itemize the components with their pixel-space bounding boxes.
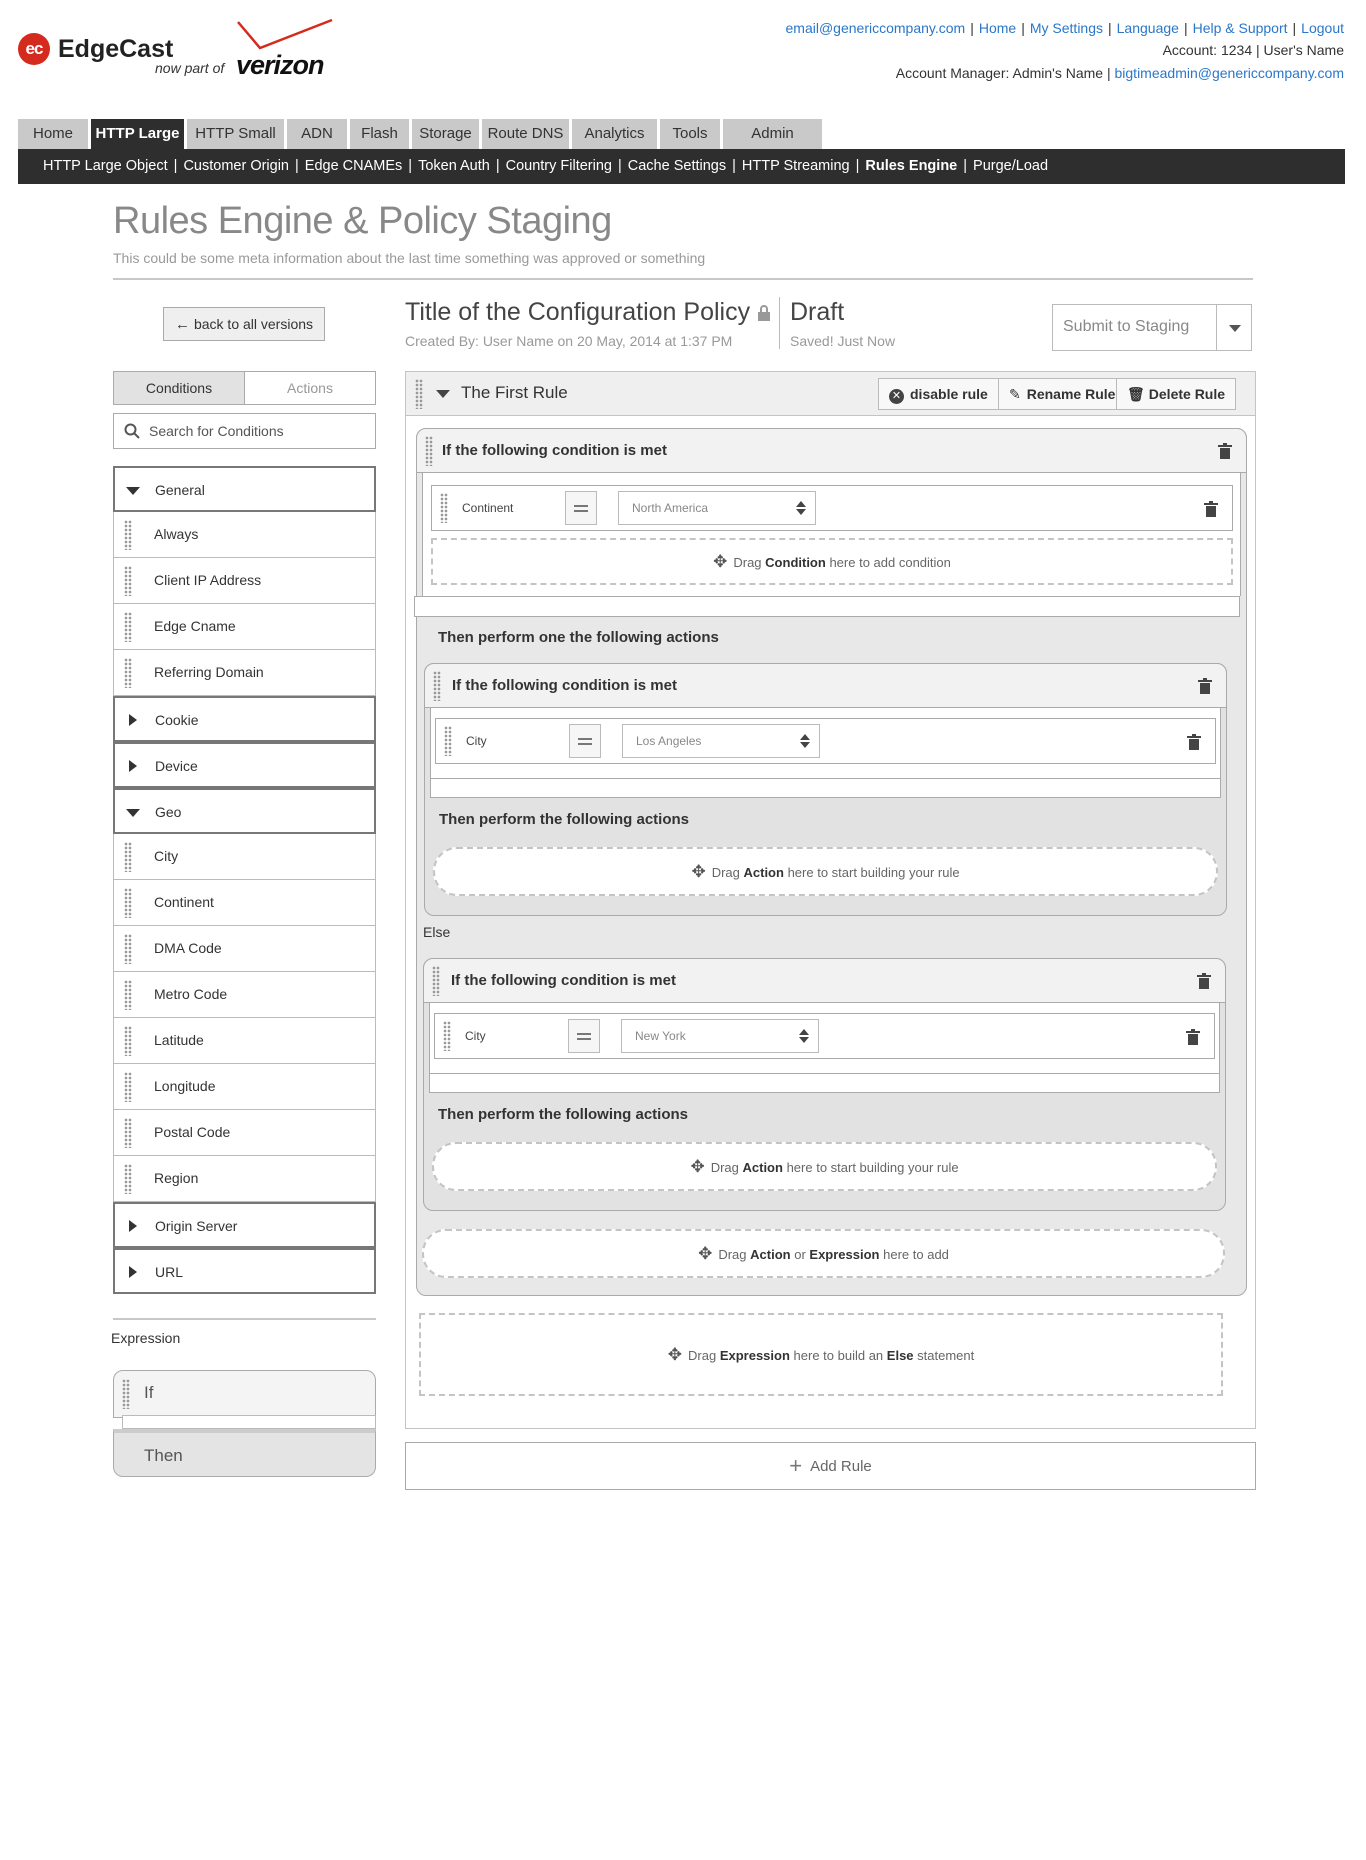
if-header-label: If the following condition is met [442, 442, 667, 459]
condition-item-region[interactable] [113, 1156, 376, 1202]
tab-admin[interactable]: Admin [723, 119, 822, 149]
drag-handle-icon[interactable] [124, 888, 132, 918]
expression-heading: Expression [111, 1330, 181, 1346]
if-header-label: If the following condition is met [452, 677, 677, 694]
drop-text: here to add condition [829, 555, 951, 570]
back-to-versions-button[interactable] [163, 307, 325, 341]
tab-storage[interactable]: Storage [412, 119, 479, 149]
condition-item-metro-code[interactable] [113, 972, 376, 1018]
tab-actions[interactable]: Actions [245, 372, 375, 404]
condition-field: City [466, 734, 487, 748]
drop-text: here to start building your rule [787, 865, 960, 880]
move-icon: ✥ [690, 1157, 705, 1176]
move-icon: ✥ [667, 1345, 682, 1364]
policy-status: Draft [790, 298, 845, 326]
triangle-right-icon [129, 714, 137, 726]
if-header-label: If the following condition is met [451, 972, 676, 989]
item-label: Longitude [154, 1078, 216, 1094]
drop-text-bold: Condition [765, 555, 826, 570]
triangle-down-icon [126, 809, 140, 817]
logout-link[interactable]: Logout [1301, 20, 1344, 36]
manager-label: Account Manager: Admin's Name | [895, 65, 1111, 81]
drag-handle-icon[interactable] [415, 379, 423, 409]
condition-item-city[interactable] [113, 834, 376, 880]
search-icon [124, 423, 140, 439]
condition-field: Continent [462, 501, 514, 515]
expression-if-block[interactable] [113, 1370, 376, 1418]
language-link[interactable]: Language [1116, 20, 1179, 36]
condition-row-city-ny [434, 1013, 1215, 1059]
drop-text-bold: Expression [719, 1348, 790, 1363]
move-icon: ✥ [713, 552, 728, 571]
select-value: Los Angeles [636, 734, 702, 748]
drop-text-bold: Expression [809, 1247, 880, 1262]
triangle-right-icon [129, 760, 137, 772]
condition-item-latitude[interactable] [113, 1018, 376, 1064]
caret-down-icon[interactable] [1216, 305, 1251, 350]
drag-handle-icon[interactable] [124, 566, 132, 596]
drag-handle-icon[interactable] [124, 1164, 132, 1194]
item-label: URL [155, 1264, 184, 1280]
submit-to-staging-dropdown[interactable] [1052, 304, 1252, 351]
equals-operator[interactable] [568, 1019, 600, 1053]
then-following-label: Then perform the following actions [439, 811, 690, 828]
tab-tools[interactable]: Tools [660, 119, 720, 149]
drop-text-bold: Else [886, 1348, 914, 1363]
save-status: Saved! Just Now [790, 333, 896, 349]
triangle-right-icon [129, 1220, 137, 1232]
item-label: Region [154, 1170, 199, 1186]
condition-item-client-ip[interactable] [113, 558, 376, 604]
equals-operator[interactable] [569, 724, 601, 758]
sort-arrows-icon [799, 733, 811, 749]
tab-analytics[interactable]: Analytics [572, 119, 657, 149]
tab-route-dns[interactable]: Route DNS [482, 119, 569, 149]
drag-action-expression-dropzone[interactable] [422, 1229, 1225, 1278]
account-info: Account: 1234 | User's Name [1162, 42, 1344, 58]
condition-item-continent[interactable] [113, 880, 376, 926]
equals-operator[interactable] [565, 491, 597, 525]
drag-handle-icon[interactable] [425, 436, 433, 466]
then-separator [414, 596, 1240, 617]
drag-handle-icon[interactable] [124, 934, 132, 964]
drop-text: here to start building your rule [786, 1160, 959, 1175]
condition-group-geo[interactable] [113, 788, 376, 834]
drag-handle-icon[interactable] [124, 520, 132, 550]
plus-icon: + [789, 1453, 803, 1478]
then-separator [430, 778, 1221, 798]
trash-icon[interactable] [1218, 443, 1232, 459]
subnav-edge-cnames[interactable]: Edge CNAMEs [304, 158, 403, 174]
brand-logo-mark: ec [18, 33, 50, 65]
move-icon: ✥ [691, 862, 706, 881]
submit-label: Submit to Staging [1063, 318, 1190, 335]
drag-handle-icon[interactable] [124, 658, 132, 688]
tab-home[interactable]: Home [18, 119, 88, 149]
triangle-down-icon [126, 487, 140, 495]
condition-item-postal-code[interactable] [113, 1110, 376, 1156]
expression-then-label: Then [144, 1446, 183, 1465]
email-link[interactable]: email@genericcompany.com [785, 20, 966, 36]
page-meta: This could be some meta information about the last time something was approved or something [113, 250, 706, 266]
home-link[interactable]: Home [978, 20, 1017, 36]
drag-handle-icon[interactable] [432, 966, 440, 996]
back-label: back to all versions [193, 316, 314, 332]
if-block-header [416, 428, 1247, 473]
subnav-cache-settings[interactable]: Cache Settings [627, 158, 727, 174]
continent-select[interactable] [618, 491, 816, 525]
brand-tagline: now part of [155, 60, 225, 76]
item-label: City [154, 848, 179, 864]
drop-text: Drag [688, 1348, 717, 1363]
drop-text: statement [917, 1348, 975, 1363]
drop-text: here to add [883, 1247, 949, 1262]
drag-handle-icon[interactable] [433, 671, 441, 701]
select-value: New York [635, 1029, 686, 1043]
condition-item-referring-domain[interactable] [113, 650, 376, 696]
drop-text: Drag [718, 1247, 747, 1262]
condition-field: City [465, 1029, 486, 1043]
drag-handle-icon[interactable] [124, 1118, 132, 1148]
else-label: Else [423, 924, 451, 940]
condition-group-cookie[interactable] [113, 696, 376, 742]
condition-group-origin-server[interactable] [113, 1202, 376, 1248]
verizon-check-icon [230, 18, 340, 54]
drop-text: here to build an [793, 1348, 884, 1363]
help-link[interactable]: Help & Support [1192, 20, 1288, 36]
condition-item-dma-code[interactable] [113, 926, 376, 972]
manager-email-link[interactable]: bigtimeadmin@genericcompany.com [1114, 65, 1344, 81]
tab-conditions[interactable]: Conditions [114, 372, 245, 404]
delete-rule-button[interactable] [1116, 378, 1236, 410]
drag-handle-icon[interactable] [444, 726, 452, 756]
policy-title: Title of the Configuration Policy [405, 298, 751, 326]
drag-handle-icon[interactable] [124, 612, 132, 642]
drag-handle-icon[interactable] [124, 842, 132, 872]
item-label: DMA Code [154, 940, 222, 956]
nested-if-header-2 [423, 958, 1226, 1003]
subnav-rules-engine[interactable]: Rules Engine [865, 158, 958, 174]
condition-group-general[interactable] [113, 466, 376, 512]
divider [779, 297, 780, 349]
condition-group-device[interactable] [113, 742, 376, 788]
condition-item-always[interactable] [113, 512, 376, 558]
item-label: Always [154, 526, 199, 542]
drag-action-dropzone[interactable] [433, 847, 1218, 896]
page-title: Rules Engine & Policy Staging [113, 200, 612, 242]
close-circle-icon: ✕ [889, 389, 904, 404]
item-label: Origin Server [155, 1218, 238, 1234]
item-label: Metro Code [154, 986, 228, 1002]
trash-icon[interactable] [1187, 734, 1201, 750]
drag-handle-icon[interactable] [124, 1072, 132, 1102]
item-label: General [155, 482, 205, 498]
drag-handle-icon[interactable] [443, 1021, 451, 1051]
rule-name: The First Rule [461, 383, 568, 402]
tab-http-small[interactable]: HTTP Small [187, 119, 284, 149]
city-select[interactable] [622, 724, 820, 758]
add-rule-button[interactable] [405, 1442, 1256, 1490]
expression-if-label: If [144, 1383, 154, 1402]
drag-condition-dropzone[interactable] [431, 538, 1233, 585]
partner-logo: verizon [236, 50, 324, 80]
subnav-customer-origin[interactable]: Customer Origin [183, 158, 289, 174]
my-settings-link[interactable]: My Settings [1029, 20, 1103, 36]
drop-text-bold: Action [743, 865, 784, 880]
sort-arrows-icon [798, 1028, 810, 1044]
subnav-token-auth[interactable]: Token Auth [418, 158, 490, 174]
condition-item-edge-cname[interactable] [113, 604, 376, 650]
divider [113, 278, 1253, 280]
trash-icon[interactable] [1186, 1029, 1200, 1045]
expression-then-block[interactable] [113, 1429, 376, 1477]
policy-created: Created By: User Name on 20 May, 2014 at 1:37 PM [405, 333, 733, 349]
condition-group-url[interactable] [113, 1248, 376, 1294]
item-label: Geo [155, 804, 182, 820]
drop-text: Drag [733, 555, 762, 570]
subnav-http-large-object[interactable]: HTTP Large Object [43, 158, 168, 174]
lock-icon [757, 305, 771, 321]
then-one-label: Then perform one the following actions [438, 629, 719, 646]
subnav-http-streaming[interactable]: HTTP Streaming [741, 158, 850, 174]
rule-header [405, 371, 1256, 416]
item-label: Referring Domain [154, 664, 264, 680]
drop-text-bold: Action [750, 1247, 791, 1262]
triangle-right-icon [129, 1266, 137, 1278]
button-label: Delete Rule [1148, 386, 1226, 402]
tab-adn[interactable]: ADN [287, 119, 347, 149]
condition-row-city-la [435, 718, 1216, 764]
item-label: Device [155, 758, 198, 774]
pencil-icon: ✎ [1009, 386, 1021, 402]
conditions-list [113, 466, 376, 1294]
sub-nav: HTTP Large Object | Customer Origin | Edge CNAMEs | Token Auth | Country Filtering | Cache Settings | HTTP Streaming | Rules Engine | Purge/Load [18, 149, 1345, 184]
item-label: Latitude [154, 1032, 204, 1048]
select-value: North America [632, 501, 709, 515]
item-label: Continent [154, 894, 214, 910]
item-label: Client IP Address [154, 572, 262, 588]
sort-arrows-icon [795, 500, 807, 516]
brand-name: EdgeCast [58, 35, 174, 63]
subnav-country-filtering[interactable]: Country Filtering [505, 158, 612, 174]
tab-flash[interactable]: Flash [350, 119, 409, 149]
trash-icon[interactable] [1204, 501, 1218, 517]
main-tabs [18, 119, 825, 149]
then-following-label: Then perform the following actions [438, 1106, 689, 1123]
drag-handle-icon[interactable] [124, 1026, 132, 1056]
tab-http-large[interactable]: HTTP Large [91, 119, 184, 149]
drop-text-bold: Action [742, 1160, 783, 1175]
top-links: email@genericcompany.com | Home | My Settings | Language | Help & Support | Logout [785, 20, 1344, 36]
sidebar-tabs [113, 371, 376, 405]
item-label: Postal Code [154, 1124, 231, 1140]
button-label: Rename Rule [1026, 386, 1116, 402]
drop-text: Drag [710, 1160, 739, 1175]
disable-rule-button[interactable] [878, 378, 999, 410]
drag-else-expression-dropzone[interactable] [419, 1313, 1223, 1396]
drop-text: or [794, 1247, 806, 1262]
divider [113, 1318, 376, 1320]
account-manager [896, 65, 1344, 81]
expression-slot [122, 1415, 376, 1429]
drag-action-dropzone[interactable] [432, 1142, 1217, 1191]
trash-icon: 🗑 [1127, 386, 1145, 402]
nested-if-header-1 [424, 663, 1227, 708]
collapse-icon[interactable] [436, 390, 450, 398]
condition-item-longitude[interactable] [113, 1064, 376, 1110]
drop-text: Drag [711, 865, 740, 880]
subnav-purge-load[interactable]: Purge/Load [973, 158, 1049, 174]
drag-handle-icon[interactable] [440, 493, 448, 523]
item-label: Edge Cname [154, 618, 236, 634]
drag-handle-icon[interactable] [124, 980, 132, 1010]
trash-icon[interactable] [1197, 973, 1211, 989]
button-label: disable rule [910, 386, 988, 402]
search-placeholder: Search for Conditions [149, 423, 284, 439]
arrow-left-icon: ← [174, 316, 190, 333]
trash-icon[interactable] [1198, 678, 1212, 694]
item-label: Cookie [155, 712, 199, 728]
condition-row-continent [431, 485, 1233, 531]
search-conditions-input[interactable] [113, 413, 376, 449]
then-separator [429, 1073, 1220, 1093]
button-label: Add Rule [810, 1458, 872, 1475]
city-select[interactable] [621, 1019, 819, 1053]
move-icon: ✥ [698, 1244, 713, 1263]
rename-rule-button[interactable] [998, 378, 1126, 410]
drag-handle-icon[interactable] [122, 1379, 130, 1409]
